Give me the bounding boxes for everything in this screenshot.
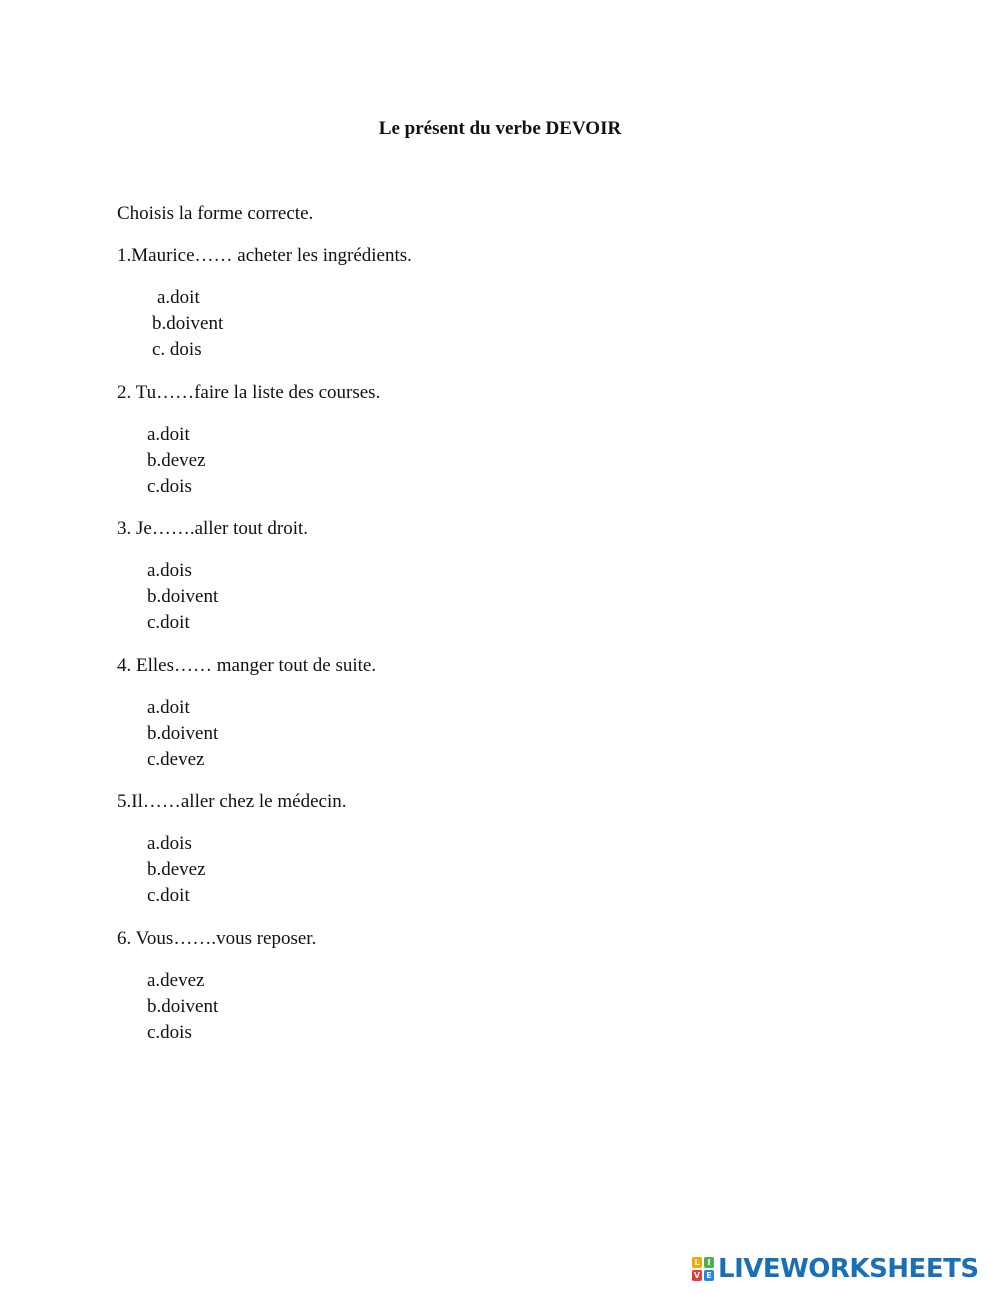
question-5: 5.Il……aller chez le médecin.: [117, 791, 347, 812]
liveworksheets-logo: [692, 1254, 979, 1284]
option-c: c.doit: [147, 612, 190, 633]
question-6-options: [147, 968, 218, 1046]
option-c: c.doit: [147, 885, 190, 906]
option-b: b.doivent: [152, 313, 224, 334]
logo-mark-tile: V: [693, 1271, 701, 1280]
logo-mark-icon: [692, 1257, 714, 1281]
option-a: a.doit: [147, 424, 190, 445]
option-c: c. dois: [152, 339, 202, 360]
option-b: b.doivent: [147, 996, 219, 1017]
option-b: b.devez: [147, 859, 206, 880]
option-a: a.doit: [157, 287, 200, 308]
question-1-options: [0, 285, 223, 363]
logo-mark-tile: E: [704, 1270, 714, 1281]
question-3-options: [147, 558, 218, 636]
question-4-options: [147, 695, 218, 773]
option-a: a.dois: [147, 833, 192, 854]
question-4: 4. Elles…… manger tout de suite.: [117, 655, 377, 676]
logo-mark-tile: I: [704, 1257, 714, 1268]
question-3: 3. Je…….aller tout droit.: [117, 518, 309, 539]
option-b: b.doivent: [147, 723, 219, 744]
option-b: b.doivent: [147, 586, 219, 607]
option-a: a.devez: [147, 970, 205, 991]
page-title: Le présent du verbe DEVOIR: [378, 118, 622, 139]
instruction-text: Choisis la forme correcte.: [117, 203, 314, 224]
question-2-options: [147, 422, 206, 500]
question-2: 2. Tu……faire la liste des courses.: [117, 382, 381, 403]
question-1: 1.Maurice…… acheter les ingrédients.: [117, 245, 412, 266]
question-5-options: [147, 831, 206, 909]
option-b: b.devez: [147, 450, 206, 471]
question-6: 6. Vous…….vous reposer.: [117, 928, 317, 949]
option-c: c.devez: [147, 749, 205, 770]
option-a: a.dois: [147, 560, 192, 581]
option-a: a.doit: [147, 697, 190, 718]
option-c: c.dois: [147, 476, 192, 497]
logo-text: LIVEWORKSHEETS: [718, 1254, 979, 1284]
logo-mark-tile: L: [692, 1257, 702, 1268]
option-c: c.dois: [147, 1022, 192, 1043]
